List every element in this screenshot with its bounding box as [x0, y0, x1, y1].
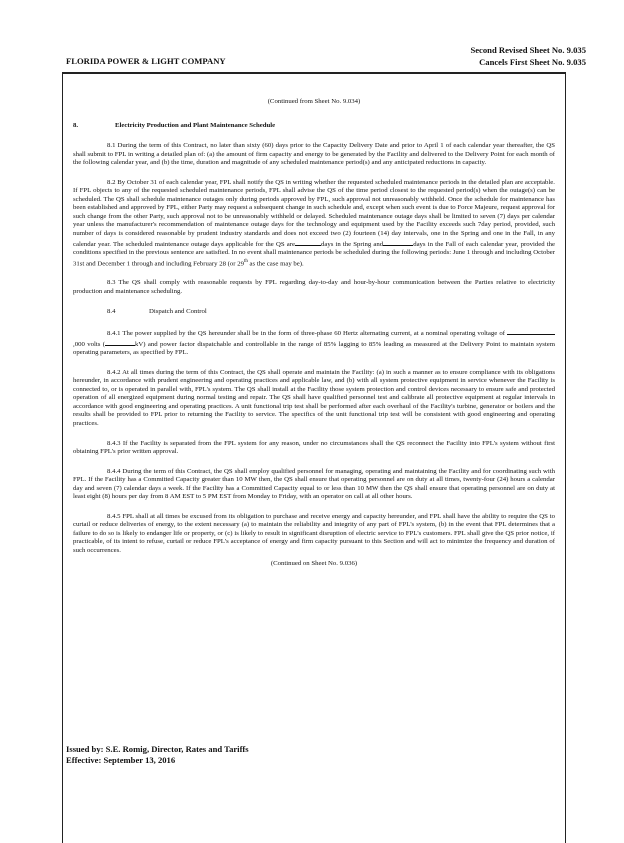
paragraph-8-2-part-a: 8.2 By October 31 of each calendar year, FPL shall notify the QS in writing whether the requested scheduled maintenance periods in the detailed plan are acceptable. If FPL objects to any of the requested scheduled maintenance periods, FPL shall advise the QS of the time period closest to the requested period(s) when the outage(s) can be scheduled. The QS shall schedule maintenance outages only during periods approved by FPL, such approval not unreasonably withheld. Once the schedule for maintenance has been established and approved by FPL, either Party may request a subsequent change in such schedule and, except when such event is due to Force Majeure, request approval for such change from the other Party, such approval not to be unreasonably withheld or delayed. Scheduled maintenance outage days shall be limited to seven (7) days per calendar year unless the manufacturer's recommendation of maintenance outage days for the technology and equipment used by the Facility exceeds such 7day period, provided, such number of days is considered reasonable by prudent industry standards and does not exceed two (2) fourteen (14) day intervals, one in the Spring and one in the Fall, in any calendar year. The scheduled maintenance outage days applicable for the QS are — [73, 178, 555, 248]
fall-days-blank — [383, 239, 413, 246]
kv-blank — [105, 339, 135, 346]
tariff-sheet-frame — [62, 72, 566, 843]
section-heading — [73, 122, 555, 131]
paragraph-8-2-part-b: days in the Spring and — [320, 240, 384, 248]
spring-days-blank — [295, 239, 321, 246]
sheet-number-block — [470, 44, 586, 68]
footer-block — [66, 744, 249, 766]
effective-date: Effective: September 13, 2016 — [66, 755, 176, 765]
cancels-sheet-number: Cancels First Sheet No. 9.035 — [479, 57, 586, 67]
paragraph-8-2-part-d: as the case may be). — [247, 259, 304, 267]
paragraph-8-4-2: 8.4.2 At all times during the term of this Contract, the QS shall operate and maintain the Facility: (a) in such a manner as to ensure compliance with its obligations hereunder, in accordance with prudent engineering and operating practices and applicable law, and (b) with all system protective equipment in service whenever the Facility is connected to, or is operated in parallel with, FPL's system. The QS shall install at the Facility those system protection and control devices necessary to ensure safe and protected operation of all energized equipment during normal testing and repair. The QS shall have qualified personnel test and calibrate all protective equipment at regular intervals in accordance with good engineering and operating practices. A unit functional trip test shall be performed after each overhaul of the Facility's turbine, generator or boilers and the results shall be provided to FPL prior to returning the Facility to service. The specifics of the unit functional trip test will be consistent with good engineering and operating practices. — [73, 368, 555, 428]
section-number: 8. — [73, 121, 79, 129]
tariff-sheet-body — [73, 98, 555, 568]
paragraph-8-4-3: 8.4.3 If the Facility is separated from the FPL system for any reason, under no circumstances shall the QS reconnect the Facility into FPL's system without first obtaining FPL's prior written approval. — [73, 439, 555, 456]
paragraph-8-4-5: 8.4.5 FPL shall at all times be excused from its obligation to purchase and receive energy and capacity hereunder, and FPL shall have the ability to require the QS to curtail or reduce deliveries of energy, to the extent necessary (a) to maintain the reliability and integrity of any part of FPL's system, (b) in the event that FPL determines that a failure to do so is likely to endanger life or property, or (c) is likely to result in significant disruption of electric service to FPL's customers. FPL shall give the QS prior notice, if practicable, of its intent to refuse, curtail or reduce FPL's acceptance of energy and firm capacity pursuant to this Section and will act to minimize the frequency and duration of such occurrences. — [73, 512, 555, 555]
issued-by: Issued by: S.E. Romig, Director, Rates and Tariffs — [66, 744, 249, 754]
subsection-number: 8.4 — [107, 307, 116, 315]
continued-on-note: (Continued on Sheet No. 9.036) — [270, 559, 358, 567]
paragraph-8-2 — [73, 179, 555, 269]
voltage-blank — [507, 328, 555, 335]
subsection-title: Dispatch and Control — [149, 307, 207, 315]
subsection-heading — [73, 308, 555, 317]
paragraph-8-4-1-part-a: 8.4.1 The power supplied by the QS hereunder shall be in the form of three-phase 60 Hertz alternating current, at a nominal operating voltage of — [107, 330, 505, 338]
continued-from-note: (Continued from Sheet No. 9.034) — [267, 98, 361, 105]
company-name: FLORIDA POWER & LIGHT COMPANY — [66, 56, 226, 66]
paragraph-8-2-part-c: days in the Fall of each calendar year, provided the conditions specified in the previous sentence are satisfied. In no event shall maintenance periods be scheduled during the following periods: June 1 through and including October 31st and December 1 through and including February 28 (or 29 — [73, 240, 555, 267]
section-title: Electricity Production and Plant Maintenance Schedule — [115, 121, 276, 129]
sheet-number: Second Revised Sheet No. 9.035 — [470, 45, 586, 55]
paragraph-8-4-1-part-c: kV) and power factor dispatchable and controllable in the range of 85% lagging to 85% leading as measured at the Delivery Point to maintain system operating parameters, as specified by FPL. — [73, 340, 555, 357]
superscript-th: th — [243, 258, 248, 264]
paragraph-8-4-4: 8.4.4 During the term of this Contract, the QS shall employ qualified personnel for managing, operating and maintaining the Facility and for coordinating such with FPL. If the Facility has a Committed Capacity greater than 10 MW then, the QS shall ensure that operating personnel are on duty at all times, twenty-four (24) hours a calendar day and seven (7) calendar days a week. If the Facility has a Committed Capacity equal to or less than 10 MW then the QS shall ensure that operating personnel are on duty at least eight (8) hours per day from 8 AM EST to 5 PM EST from Monday to Friday, with an operator on call at all other hours. — [73, 467, 555, 501]
paragraph-8-4-1 — [73, 328, 555, 358]
paragraph-8-4-1-part-b: ,000 volts ( — [73, 340, 105, 348]
paragraph-8-1: 8.1 During the term of this Contract, no later than sixty (60) days prior to the Capacity Delivery Date and prior to April 1 of each calendar year thereafter, the QS shall submit to FPL in writing a detailed plan of: (a) the amount of firm capacity and energy to be generated by the Facility and delivered to the Delivery Point for each month of the following calendar year, and (b) the time, duration and magnitude of any scheduled maintenance period(s) and any anticipated reductions in capacity. — [73, 142, 555, 167]
paragraph-8-3: 8.3 The QS shall comply with reasonable requests by FPL regarding day-to-day and hour-by-hour communication between the Parties relative to electricity production and maintenance scheduling. — [73, 279, 555, 295]
